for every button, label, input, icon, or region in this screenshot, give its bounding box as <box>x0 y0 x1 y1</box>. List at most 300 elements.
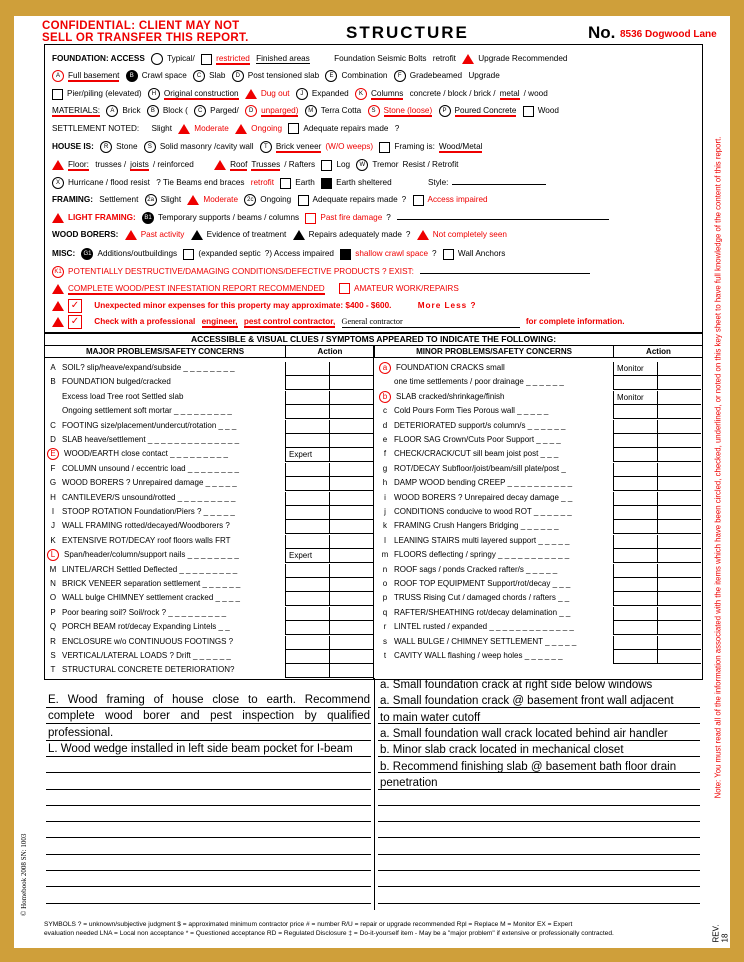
action-cell-extra[interactable] <box>329 391 373 405</box>
circle-d-icon: D <box>245 105 257 117</box>
row-key: n <box>382 564 388 574</box>
table-row <box>47 563 237 577</box>
action-cell-extra[interactable] <box>329 650 373 664</box>
action-cell-extra[interactable] <box>657 463 701 477</box>
row-text: FOOTING size/placement/undercut/rotation _ _ _ <box>62 420 237 430</box>
action-cell[interactable] <box>613 636 657 650</box>
action-cell-extra[interactable] <box>657 607 701 621</box>
action-cell-extra[interactable] <box>329 578 373 592</box>
row-key: O <box>49 593 57 603</box>
circle-d-icon: D <box>232 70 244 82</box>
note-line <box>378 870 700 871</box>
row-text: WALL bulge CHIMNEY settlement cracked _ _ _ _ <box>62 593 241 603</box>
triangle-marker-icon <box>52 284 64 294</box>
action-cell-extra[interactable] <box>329 420 373 434</box>
note-left-text: L. Wood wedge installed in left side beam pocket for I-beam <box>48 742 353 755</box>
table-row <box>47 476 237 490</box>
checkmark-icon[interactable]: ✓ <box>68 315 82 329</box>
row-key: H <box>50 492 56 502</box>
triangle-marker-icon <box>52 160 64 170</box>
row-key: i <box>384 492 386 502</box>
table-row <box>379 476 572 490</box>
light-framing-row: LIGHT FRAMING: B1 Temporary supports / beams / columns Past fire damage ? <box>52 212 613 224</box>
table-row <box>379 620 574 634</box>
style-field[interactable] <box>452 184 546 185</box>
w-box-icon <box>523 106 534 117</box>
action-cell-extra[interactable] <box>657 621 701 635</box>
note-line <box>378 886 700 887</box>
table-row <box>379 505 572 519</box>
circle-p-icon: P <box>439 105 451 117</box>
action-cell[interactable] <box>613 463 657 477</box>
c1-box-icon <box>305 213 316 224</box>
note-left-text: E. Wood framing of house close to earth. Recommend <box>48 694 370 706</box>
row-key: p <box>382 593 388 603</box>
row-text: WALL FRAMING rotted/decayed/Woodborers ? <box>62 521 230 531</box>
triangle-marker-icon <box>52 317 64 327</box>
circle-m-icon: M <box>305 105 317 117</box>
action-cell[interactable] <box>613 448 657 462</box>
circle-s-icon: S <box>144 141 156 153</box>
symptoms-table <box>44 332 703 680</box>
row-key: r <box>383 622 387 632</box>
action-cell-extra[interactable] <box>657 520 701 534</box>
h1-box-icon <box>183 249 194 260</box>
action-cell[interactable] <box>613 506 657 520</box>
row-key: l <box>384 535 386 545</box>
table-row <box>47 491 235 505</box>
row-text: VERTICAL/LATERAL LOADS ? Drift _ _ _ _ _ _ <box>62 651 231 660</box>
row-text: SLAB heave/settlement _ _ _ _ _ _ _ _ _ _ _ _ _ _ <box>62 435 240 444</box>
note-left-text: professional. <box>48 726 114 739</box>
triangle-marker-icon <box>235 124 247 134</box>
table-row <box>379 447 558 461</box>
j1-box-icon <box>443 249 454 260</box>
row-text: WOOD BORERS ? Unrepaired damage _ _ _ _ _ <box>62 478 237 488</box>
action-cell[interactable] <box>285 621 329 635</box>
row-key: C <box>50 420 56 430</box>
action-cell[interactable] <box>285 362 329 376</box>
note-line <box>46 870 371 871</box>
action-cell[interactable] <box>285 535 329 549</box>
action-cell-extra[interactable] <box>657 391 701 405</box>
action-cell[interactable] <box>285 520 329 534</box>
row-key: J <box>51 521 55 531</box>
action-cell-extra[interactable] <box>329 376 373 390</box>
triangle-marker-icon <box>417 230 429 240</box>
framing-row: FRAMING: Settlement 2a Slight Moderate 2c Ongoing Adequate repairs made ? Access impaired <box>52 195 488 205</box>
action-cell-extra[interactable] <box>657 376 701 390</box>
table-row <box>47 591 240 605</box>
action-cell[interactable] <box>285 492 329 506</box>
row-key: e <box>382 435 388 444</box>
action-cell-extra[interactable] <box>329 362 373 376</box>
table-row <box>47 433 239 447</box>
triangle-marker-icon <box>214 160 226 170</box>
action-cell-extra[interactable] <box>329 506 373 520</box>
wood-borers-row: WOOD BORERS: Past activity Evidence of treatment Repairs adequately made ? Not completely seen <box>52 230 507 240</box>
circle-k1-icon: K1 <box>52 266 64 278</box>
action-cell-extra[interactable] <box>329 535 373 549</box>
triangle-marker-icon <box>293 230 305 240</box>
row-key: E <box>47 448 59 460</box>
action-cell[interactable]: Expert <box>285 549 329 563</box>
box-icon <box>413 195 424 206</box>
minor-heading: MINOR PROBLEMS/SAFETY CONCERNS <box>375 346 613 358</box>
row-key: I <box>51 507 55 516</box>
table-row <box>47 375 171 389</box>
row-text: LINTEL/ARCH Settled Deflected _ _ _ _ _ _ _ _ _ <box>62 564 238 574</box>
row-text: Span/header/column/support nails _ _ _ _ _ _ _ _ <box>64 550 239 560</box>
table-row <box>379 534 569 548</box>
row-key: P <box>50 607 56 617</box>
action-cell[interactable] <box>285 391 329 405</box>
table-row <box>379 591 569 605</box>
action-cell-extra[interactable] <box>657 434 701 448</box>
row-key: K <box>50 535 56 545</box>
note-line <box>46 821 371 822</box>
row-text: CONDITIONS conducive to wood ROT _ _ _ _ _ _ <box>394 507 572 516</box>
note-line <box>46 805 371 806</box>
notes-divider <box>374 678 375 910</box>
y-box-icon <box>280 178 291 189</box>
action-cell[interactable] <box>613 376 657 390</box>
complete-wood-row: COMPLETE WOOD/PEST INFESTATION REPORT RECOMMENDED AMATEUR WORK/REPAIRS <box>52 283 463 294</box>
row-key: h <box>382 478 388 488</box>
circle-t-icon: T <box>260 141 272 153</box>
row-text: DETERIORATED support/s column/s _ _ _ _ _ _ <box>394 420 566 430</box>
row-text: STRUCTURAL CONCRETE DETERIORATION? <box>62 665 235 675</box>
action-cell[interactable] <box>285 506 329 520</box>
action-cell-extra[interactable] <box>657 448 701 462</box>
row-key: S <box>50 651 56 660</box>
action-cell[interactable] <box>613 434 657 448</box>
u-box-icon <box>379 142 390 153</box>
action-cell[interactable] <box>613 520 657 534</box>
row-text: CHECK/CRACK/CUT sill beam joist post _ _ _ <box>394 449 559 459</box>
circle-c-icon: C <box>194 105 206 117</box>
row-key: D <box>50 435 56 444</box>
symbols-legend: SYMBOLS ? = unknown/subjective judgment $ = approximated minimum contractor price # = number R/U = repair or upgrade recommended Rpl = Replace M = Monitor EX = Expert evaluation needed LNA = Local non acceptance * = Questioned acceptance RD = Regulated Disclosure ‡ = Do-it-yourself item - May be a "major problem" if extensive or professionally contracted. <box>44 921 614 937</box>
action-cell-extra[interactable] <box>657 535 701 549</box>
action-cell-extra[interactable] <box>329 564 373 578</box>
row-text: one time settlements / poor drainage _ _ _ _ _ _ <box>394 377 564 387</box>
action-cell-extra[interactable] <box>329 621 373 635</box>
check-with-row: ✓ Check with a professional engineer, pest control contractor, General contractor for complete information. <box>52 315 629 329</box>
action-cell[interactable] <box>285 607 329 621</box>
y-box-filled-icon <box>321 178 332 189</box>
table-row <box>379 649 563 663</box>
row-key: k <box>383 521 387 531</box>
action-cell-extra[interactable] <box>329 520 373 534</box>
action-cell[interactable]: Expert <box>285 448 329 462</box>
misc-row: MISC: G1 Additions/outbuildings (expanded septic ?) Access impaired shallow crawl space ? Wall Anchors <box>52 249 506 259</box>
action-cell-extra[interactable] <box>329 492 373 506</box>
note-line <box>46 886 371 887</box>
note-line <box>378 854 700 855</box>
row-key: s <box>383 636 387 646</box>
row-text: CANTILEVER/S unsound/rotted _ _ _ _ _ _ _ _ _ <box>62 492 236 502</box>
circle-g1-icon: G1 <box>81 248 93 260</box>
row-key: c <box>383 406 387 416</box>
table-row <box>379 375 564 389</box>
circle-w-icon: W <box>356 159 368 171</box>
light-framing-field[interactable] <box>397 219 609 220</box>
row-key: o <box>382 579 388 588</box>
table-row <box>379 404 548 418</box>
action-cell-extra[interactable] <box>657 592 701 606</box>
table-row <box>379 519 559 533</box>
note-right-text: penetration <box>380 776 438 789</box>
action-cell[interactable] <box>613 477 657 491</box>
triangle-marker-icon <box>462 54 474 64</box>
action-cell[interactable] <box>285 650 329 664</box>
i1-box-filled-icon <box>340 249 351 260</box>
side-note: Note: You must read all of the information associated with the items which have been circled, checked, underlined, or noted on this key sheet to have full knowledge of the content of this report. <box>713 136 723 799</box>
table-row <box>379 635 576 649</box>
table-row <box>47 519 230 533</box>
action-cell-extra[interactable] <box>657 420 701 434</box>
foundation-access-row: FOUNDATION: ACCESS Typical/ restricted Finished areas Foundation Seismic Bolts retrofit Upgrade Recommended <box>52 54 568 64</box>
action-cell[interactable] <box>613 420 657 434</box>
note-line <box>46 837 371 838</box>
row-text: WALL BULGE / CHIMNEY SETTLEMENT _ _ _ _ _ <box>394 636 577 646</box>
row-text: FOUNDATION bulged/cracked <box>62 377 171 387</box>
row-text: WOOD BORERS ? Unrepaired decay damage _ _ <box>394 492 573 502</box>
action-cell-extra[interactable] <box>329 592 373 606</box>
row-key: d <box>382 420 388 430</box>
row-text: FRAMING Crush Hangers Bridging _ _ _ _ _ _ <box>394 521 559 531</box>
table-row <box>379 361 505 375</box>
v-box-icon <box>321 160 332 171</box>
major-heading: MAJOR PROBLEMS/SAFETY CONCERNS <box>45 346 285 358</box>
triangle-marker-icon <box>245 89 257 99</box>
m1-box-icon <box>339 283 350 294</box>
note-line <box>46 903 371 904</box>
action-cell[interactable] <box>285 636 329 650</box>
circle-a-icon: A <box>106 105 118 117</box>
column-divider <box>373 346 374 679</box>
action-cell[interactable] <box>613 621 657 635</box>
table-row <box>379 548 569 562</box>
action-cell[interactable] <box>613 535 657 549</box>
circle-marker <box>151 53 163 65</box>
report-number-label: No. <box>588 23 616 42</box>
row-text: TRUSS Rising Cut / damaged chords / rafters _ _ <box>394 593 570 603</box>
circle-r-icon: R <box>100 141 112 153</box>
action-cell-extra[interactable] <box>329 477 373 491</box>
action-cell-extra[interactable] <box>657 636 701 650</box>
action-cell[interactable] <box>285 592 329 606</box>
row-key: T <box>50 665 56 675</box>
action-cell[interactable] <box>613 564 657 578</box>
potentially-row: K1 POTENTIALLY DESTRUCTIVE/DAMAGING CONDITIONS/DEFECTIVE PRODUCTS ? EXIST: <box>52 266 594 278</box>
copyright-note: © Homebook 2008 SN: 1003 <box>20 833 28 916</box>
note-line <box>46 854 371 855</box>
table-row <box>47 361 235 375</box>
table-row <box>47 404 232 418</box>
note-line <box>378 903 700 904</box>
unexpected-row: ✓ Unexpected minor expenses for this property may approximate: $400 - $600. More Less ? <box>52 299 480 313</box>
triangle-marker-icon <box>52 213 64 223</box>
action-cell-extra[interactable] <box>657 477 701 491</box>
circle-a-icon: A <box>52 70 64 82</box>
action-cell-extra[interactable] <box>329 405 373 419</box>
table-row <box>47 635 233 649</box>
foundation-type-row: A Full basement B Crawl space C Slab D Post tensioned slab E Combination F Gradebeamed Upgrade <box>52 70 504 82</box>
note-line <box>46 772 371 773</box>
action-cell[interactable] <box>285 463 329 477</box>
action-cell-extra[interactable] <box>657 650 701 664</box>
note-line <box>46 789 371 790</box>
house-is-row: HOUSE IS: R Stone S Solid masonry /cavity wall T Brick veneer (W/O weeps) Framing is: Wood/Metal <box>52 142 483 152</box>
note-right-text: a. Small foundation crack at right side below windows <box>380 679 653 691</box>
row-text: FLOORS deflecting / springy _ _ _ _ _ _ _ _ _ _ _ <box>394 550 570 560</box>
action-cell[interactable] <box>285 434 329 448</box>
table-row <box>47 419 236 433</box>
row-key: m <box>381 550 389 560</box>
row-text: Excess load Tree root Settled slab <box>62 391 184 401</box>
table-row <box>47 663 234 677</box>
materials-row: MATERIALS: A Brick B Block ( C Parged/ D unparged) M Terra Cotta S Stone (loose) P Poured Concrete Wood <box>52 106 559 116</box>
row-text: LEANING STAIRS multi layered support _ _ _ _ _ <box>394 535 570 545</box>
circle-icon: 2c <box>244 194 256 206</box>
action-cell[interactable] <box>613 607 657 621</box>
action-cell[interactable] <box>285 664 329 678</box>
row-text: COLUMN unsound / eccentric load _ _ _ _ _ _ _ _ <box>62 463 239 473</box>
triangle-marker-icon <box>178 124 190 134</box>
action-cell-extra[interactable] <box>657 362 701 376</box>
action-cell-extra[interactable] <box>329 463 373 477</box>
table-row <box>47 548 239 562</box>
confidential-notice: CONFIDENTIAL: CLIENT MAY NOT SELL OR TRANSFER THIS REPORT. <box>42 20 249 44</box>
action-cell-extra[interactable] <box>329 607 373 621</box>
row-text: BRICK VENEER separation settlement _ _ _ _ _ _ <box>62 579 241 588</box>
row-key: G <box>49 478 57 488</box>
action-cell-extra[interactable] <box>657 492 701 506</box>
note-line <box>46 756 371 757</box>
action-cell[interactable] <box>285 477 329 491</box>
row-text: PORCH BEAM rot/decay Expanding Lintels _ _ <box>62 622 230 632</box>
table-row <box>379 577 570 591</box>
action-cell[interactable] <box>613 592 657 606</box>
action-cell[interactable] <box>285 420 329 434</box>
action-cell[interactable] <box>613 405 657 419</box>
major-action-heading: Action <box>285 346 375 358</box>
row-key: F <box>50 463 56 473</box>
circle-b1-icon: B1 <box>142 212 154 224</box>
note-right-text: b. Minor slab crack located in mechanical closet <box>380 744 624 757</box>
note-right-text: b. Recommend finishing slab @ basement bath floor drain <box>380 760 677 773</box>
action-cell[interactable] <box>613 650 657 664</box>
note-right-text: to main water cutoff <box>380 711 481 724</box>
row-text: STOOP ROTATION Foundation/Piers ? _ _ _ _ _ <box>62 507 235 516</box>
triangle-marker-icon <box>187 195 199 205</box>
circle-k-icon: K <box>355 88 367 100</box>
triangle-marker-icon <box>191 230 203 240</box>
row-text: ROOF sags / ponds Cracked rafter/s _ _ _ _ _ <box>394 564 558 574</box>
action-cell-extra[interactable] <box>657 405 701 419</box>
action-cell[interactable] <box>613 492 657 506</box>
note-line <box>378 837 700 838</box>
action-cell-extra[interactable] <box>329 549 373 563</box>
row-key: A <box>50 363 56 372</box>
row-text: RAFTER/SHEATHING rot/decay delamination _ _ <box>394 607 571 617</box>
action-cell-extra[interactable] <box>657 578 701 592</box>
action-cell[interactable] <box>285 578 329 592</box>
box-icon <box>298 195 309 206</box>
row-text: SLAB cracked/shrinkage/finish <box>396 391 505 401</box>
row-key: f <box>383 449 387 459</box>
action-cell-extra[interactable] <box>657 564 701 578</box>
circle-f-icon: F <box>394 70 406 82</box>
row-key: L <box>47 549 59 561</box>
row-key: b <box>379 391 391 403</box>
table-row <box>47 620 230 634</box>
action-cell[interactable] <box>285 376 329 390</box>
row-key: g <box>382 463 388 473</box>
table-row <box>47 447 228 461</box>
action-cell[interactable]: Monitor <box>613 362 657 376</box>
triangle-marker-icon <box>125 230 137 240</box>
action-cell-extra[interactable] <box>329 448 373 462</box>
action-cell-extra[interactable] <box>329 636 373 650</box>
action-cell[interactable]: Monitor <box>613 391 657 405</box>
row-text: WOOD/EARTH close contact _ _ _ _ _ _ _ _ _ <box>64 449 228 459</box>
property-address: 8536 Dogwood Lane <box>620 29 717 40</box>
row-key: M <box>49 564 57 574</box>
checkmark-icon[interactable]: ✓ <box>68 299 82 313</box>
table-row <box>379 419 565 433</box>
action-cell[interactable] <box>613 549 657 563</box>
row-key: Q <box>49 622 57 632</box>
note-line <box>46 723 371 724</box>
circle-s-icon: S <box>368 105 380 117</box>
potentially-field[interactable] <box>420 273 590 274</box>
action-cell[interactable] <box>285 405 329 419</box>
action-cell[interactable] <box>613 578 657 592</box>
row-text: DAMP WOOD bending CREEP _ _ _ _ _ _ _ _ _ _ <box>394 478 573 488</box>
action-cell-extra[interactable] <box>657 506 701 520</box>
row-key: R <box>50 636 56 646</box>
page-title: STRUCTURE <box>346 23 469 42</box>
action-cell[interactable] <box>285 564 329 578</box>
action-cell-extra[interactable] <box>329 434 373 448</box>
table-row <box>47 534 230 548</box>
row-text: ROOF TOP EQUIPMENT Support/rot/decay _ _ _ <box>394 579 571 588</box>
circle-x-icon: X <box>52 177 64 189</box>
row-text: CAVITY WALL flashing / weep holes _ _ _ _ _ _ <box>394 651 563 660</box>
action-cell-extra[interactable] <box>657 549 701 563</box>
table-row <box>47 606 226 620</box>
table-row <box>379 563 557 577</box>
action-cell-extra[interactable] <box>329 664 373 678</box>
form-sheet <box>14 16 730 948</box>
checkbox-icon[interactable] <box>201 54 212 65</box>
row-key: N <box>50 579 56 588</box>
row-text: LINTEL rusted / expanded _ _ _ _ _ _ _ _ _ _ _ _ _ <box>394 622 574 632</box>
table-row <box>379 462 566 476</box>
row-text: FLOOR SAG Crown/Cuts Poor Support _ _ _ _ <box>394 435 561 444</box>
table-row <box>379 606 570 620</box>
circle-e-icon: E <box>325 70 337 82</box>
row-key: j <box>384 507 386 516</box>
table-row <box>379 390 505 404</box>
table-heading: ACCESSIBLE & VISUAL CLUES / SYMPTOMS APPEARED TO INDICATE THE FOLLOWING: <box>45 333 702 346</box>
table-row <box>379 433 561 447</box>
table-row <box>47 505 235 519</box>
row-key: a <box>379 362 391 374</box>
